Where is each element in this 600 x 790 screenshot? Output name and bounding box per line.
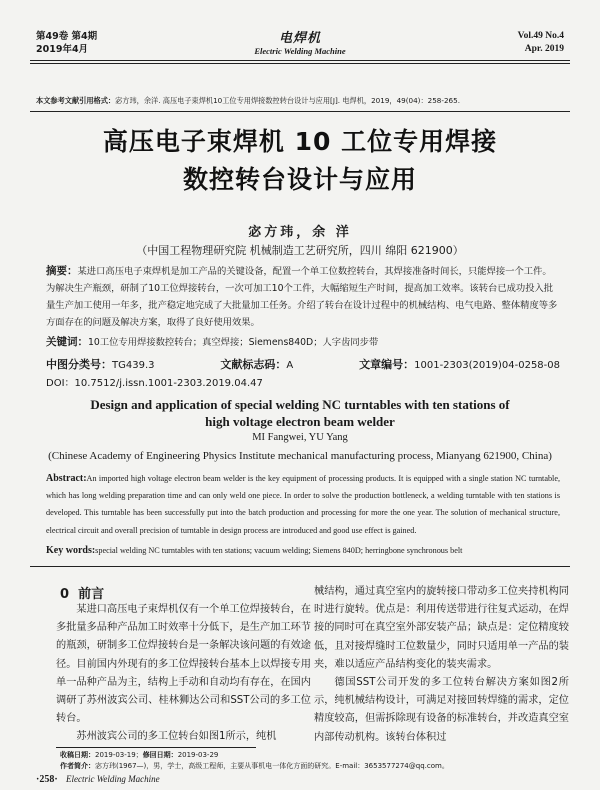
- section-heading: [60, 583, 104, 602]
- footnote-rule: [56, 747, 256, 748]
- authors-en: MI Fangwei, YU Yang: [252, 432, 348, 443]
- header-volume-en: [518, 30, 564, 56]
- abstract-cn: [46, 263, 560, 331]
- doc-label: 文献标志码：: [220, 358, 287, 371]
- abstract-cn-text: 某进口高压电子束焊机是加工产品的关键设备，配置一个单工位数控转台，其焊接准备时间长，只能焊接一个工件。为解决生产瓶颈，研制了10工位焊接转台，一次可加工10个工件，大幅缩短生产时间，提高加工效率。该转台已成功投入批量生产加工使用一年多，批产稳定地完成了大批量加工任务。介绍了转台在设计过程中的机械结构、电气电路、整体精度等多方面存在的问题及解决方案，取得了良好使用效果。: [46, 266, 558, 328]
- keywords-en: [46, 545, 566, 556]
- author-bio-label: 作者简介：: [60, 762, 95, 770]
- body-column-left: [56, 601, 311, 747]
- clc-value: TG439.3: [112, 360, 155, 371]
- citation-label: 本文参考文献引用格式：: [36, 96, 116, 105]
- art-value: 1001-2303(2019)04-0258-08: [414, 360, 560, 371]
- body-paragraph: 械结构，通过真空室内的旋转接口带动多工位夹持机构同时进行旋转。优点是：利用传送带进行往复式运动，在焊接的同时可在真空室外部安装产品；缺点是：定位精度较低，且对接焊缝时工位数量少，同时只适用单一产品的装夹，难以适应产品结构变化的装夹需求。: [314, 586, 569, 670]
- body-column-right: [314, 583, 569, 747]
- clc-label: 中图分类号：: [46, 358, 112, 371]
- clc-number: [46, 356, 155, 372]
- body-paragraph: 德国SST公司开发的多工位转台解决方案如图2所示，纯机械结构设计，可满足对接回转焊缝的需求，定位精度较高，但需拆除现有设备的标准转台，并改造真空室内部传动机构。该转台体积过: [314, 677, 569, 743]
- header-rule-thin: [30, 63, 570, 64]
- abstract-rule: [30, 566, 570, 567]
- abstract-en: [46, 470, 560, 539]
- keywords-cn-text: 10工位专用焊接数控转台；真空焊接；Siemens840D；人字齿同步带: [88, 337, 379, 348]
- volume-cn: 第49卷 第4期: [36, 31, 98, 42]
- citation-rule: [30, 111, 570, 112]
- classification-row: [46, 356, 560, 372]
- date-cn: 2019年4月: [36, 44, 89, 55]
- journal-name-cn: 电焊机: [278, 31, 321, 46]
- doi: DOI：10.7512/j.issn.1001-2303.2019.04.47: [46, 378, 263, 389]
- body-paragraph: 苏州波宾公司的多工位转台如图1所示，纯机: [76, 731, 277, 743]
- volume-en: Vol.49 No.4: [517, 31, 564, 41]
- section-number: 0: [60, 587, 70, 602]
- section-title: 前言: [78, 587, 105, 602]
- abstract-cn-label: 摘要：: [46, 265, 78, 277]
- affiliation-en: (Chinese Academy of Engineering Physics Institute mechanical manufacturing process, Mianyang 621900, China): [48, 450, 552, 462]
- journal-name-en: Electric Welding Machine: [254, 46, 346, 56]
- art-label: 文章编号：: [359, 358, 415, 371]
- keywords-cn-label: 关键词：: [46, 336, 88, 348]
- journal-masthead: [0, 27, 600, 56]
- footnote-dates: [60, 750, 580, 760]
- doc-code: [220, 356, 293, 372]
- revised-date: 2019-03-29: [177, 751, 219, 759]
- received-label: 收稿日期：: [60, 751, 95, 759]
- keywords-en-text: special welding NC turntables with ten stations; vacuum welding; Siemens 840D; herringbone synchronous belt: [95, 546, 463, 555]
- abstract-en-label: Abstract:: [46, 473, 87, 484]
- authors-cn: 宓方玮，余 洋: [248, 225, 352, 240]
- received-date: 2019-03-19；: [95, 751, 143, 759]
- header-rule: [30, 60, 570, 61]
- doc-value: A: [286, 360, 294, 371]
- citation-text: 宓方玮，余洋. 高压电子束焊机10工位专用焊接数控转台设计与应用[J]. 电焊机，2019，49(04)：258-265.: [115, 96, 460, 105]
- abstract-en-text: An imported high voltage electron beam welder is the key equipment of processing products. It is equipped with a single station NC turntable, which has long welding preparation time and can only weld one piece. In order to solve the production bottleneck, a welding turntable with ten stations is developed. This turntable has been successfully put into the batch production and processing for more the one year. The solution of mechanical structure, electrical circuit and overall precision of turntable in design process are introduced and good use effect is gained.: [46, 474, 560, 535]
- citation-line: [36, 96, 460, 106]
- title-cn-line1: 高压电子束焊机 10 工位专用焊接: [102, 127, 498, 156]
- author-bio: 宓方玮(1967—)，男，学士，高级工程师，主要从事机电一体化方面的研究。E-mail：3653577274@qq.com。: [95, 762, 449, 770]
- keywords-en-label: Key words:: [46, 545, 96, 556]
- page-number: ·258·: [36, 774, 58, 785]
- keywords-cn: [46, 334, 560, 351]
- affiliation-cn: （中国工程物理研究院 机械制造工艺研究所，四川 绵阳 621900）: [136, 244, 464, 257]
- date-en: Apr. 2019: [524, 44, 564, 54]
- body-paragraph: 某进口高压电子束焊机仅有一个单工位焊接转台，在多批量多品种产品加工时效率十分低下，是生产加工环节的瓶颈，研制多工位焊接转台是一条解决该问题的有效途径。目前国内外现有的多工位焊接转台基本上以焊接专用单一品种产品为主，结构上手动和自动均有存在，在国内调研了苏州波宾公司、桂林狮达公司和SST公司的多工位转台。: [56, 604, 311, 725]
- article-number: [359, 356, 560, 372]
- title-en-line2: high voltage electron beam welder: [205, 414, 395, 429]
- footer-journal-name: Electric Welding Machine: [66, 774, 160, 784]
- revised-label: 修回日期：: [142, 751, 178, 759]
- title-en-line1: Design and application of special welding NC turntables with ten stations of: [90, 397, 510, 412]
- title-cn-line2: 数控转台设计与应用: [182, 165, 417, 194]
- footnote-author: [60, 761, 580, 771]
